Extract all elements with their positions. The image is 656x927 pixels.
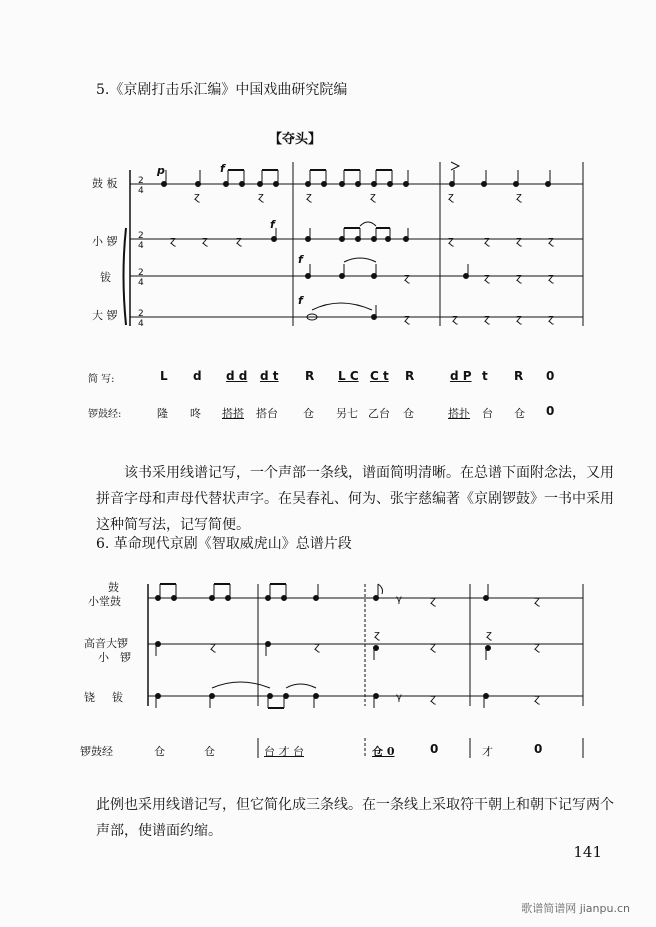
shorthand-item: R xyxy=(514,369,524,383)
watermark: 歌谱简谱网 jianpu.cn xyxy=(521,902,630,915)
svg-text:ɀ: ɀ xyxy=(314,640,320,653)
gongdrum-item: 0 xyxy=(546,404,555,418)
gongdrum-item: 仓 xyxy=(514,407,525,420)
svg-text:ɀ: ɀ xyxy=(534,594,540,607)
svg-text:ɀ: ɀ xyxy=(534,692,540,705)
svg-text:ɀ: ɀ xyxy=(258,190,264,203)
gongdrum-item: 才 xyxy=(482,745,493,758)
svg-text:ɀ: ɀ xyxy=(370,190,376,203)
svg-text:ɀ: ɀ xyxy=(170,234,176,247)
score2-staff xyxy=(0,560,656,770)
svg-text:ɀ: ɀ xyxy=(548,312,554,325)
gongdrum-item: 仓 xyxy=(403,407,414,420)
instrument-label-small-gong: 小 锣 xyxy=(98,651,131,664)
instrument-label-cymbal: 钹 xyxy=(112,691,123,704)
shorthand-item: C t xyxy=(370,369,389,383)
svg-text:ɀ: ɀ xyxy=(516,234,522,247)
instrument-label-drum: 鼓 板 xyxy=(92,177,118,190)
gongdrum-item: 仓 xyxy=(204,745,215,758)
instrument-label-small-hall-drum: 小堂鼓 xyxy=(88,595,121,608)
instrument-label-big-gong: 大 锣 xyxy=(92,309,118,322)
shorthand-label: 简 写: xyxy=(88,374,115,385)
shorthand-item: R xyxy=(405,369,415,383)
svg-text:ɀ: ɀ xyxy=(486,628,492,641)
shorthand-item: 0 xyxy=(546,369,555,383)
instrument-label-cymbal: 钹 xyxy=(100,271,111,284)
svg-text:ɀ: ɀ xyxy=(210,640,216,653)
shorthand-item: L xyxy=(160,369,168,383)
svg-text:ɀ: ɀ xyxy=(516,271,522,284)
shorthand-item: R xyxy=(305,369,315,383)
svg-text:ɀ: ɀ xyxy=(306,190,312,203)
svg-text:ɀ: ɀ xyxy=(516,190,522,203)
svg-text:ɀ: ɀ xyxy=(430,640,436,653)
gongdrum-item: 隆 xyxy=(157,407,168,420)
svg-text:f: f xyxy=(220,162,225,175)
svg-text:ɀ: ɀ xyxy=(236,234,242,247)
gongdrum-item: 咚 xyxy=(190,407,201,420)
svg-text:ɀ: ɀ xyxy=(374,628,380,641)
svg-text:4: 4 xyxy=(138,186,144,196)
svg-text:ɀ: ɀ xyxy=(452,312,458,325)
svg-text:ɀ: ɀ xyxy=(430,692,436,705)
instrument-label-nao: 铙 xyxy=(84,691,95,704)
section-heading-5: 5.《京剧打击乐汇编》中国戏曲研究院编 xyxy=(96,82,348,98)
svg-text:f: f xyxy=(298,253,303,266)
gongdrum-item: 搭台 xyxy=(256,407,278,420)
instrument-label-high-gong: 高音大锣 xyxy=(84,637,128,650)
shorthand-item: d xyxy=(193,369,202,383)
svg-text:2: 2 xyxy=(138,176,144,186)
svg-text:ɀ: ɀ xyxy=(484,312,490,325)
svg-text:ɀ: ɀ xyxy=(202,234,208,247)
svg-text:ɀ: ɀ xyxy=(548,234,554,247)
body-paragraph-1: 该书采用线谱记写，一个声部一条线，谱面简明清晰。在总谱下面附念法，又用拼音字母和声母代替状声字。在吴春礼、何为、张宇慈编著《京剧锣鼓》一书中采用这种简写法，记写简便。 xyxy=(96,465,614,533)
svg-text:γ: γ xyxy=(396,692,402,703)
svg-text:ɀ: ɀ xyxy=(548,271,554,284)
instrument-label-small-gong: 小 锣 xyxy=(92,235,118,248)
svg-text:ɀ: ɀ xyxy=(484,234,490,247)
gongdrum-item: 0 xyxy=(534,742,543,756)
page-number: 141 xyxy=(573,843,602,861)
score1-title: 【夺头】 xyxy=(269,132,322,147)
instrument-label-drum: 鼓 xyxy=(108,581,119,594)
svg-text:2: 2 xyxy=(138,268,144,278)
gongdrum-item: 台 xyxy=(482,407,493,420)
shorthand-item: L C xyxy=(338,369,359,383)
gongdrum-item: 仓 xyxy=(154,745,165,758)
gongdrum-item: 乙台 xyxy=(368,407,390,420)
gongdrum-item: 仓 0 xyxy=(372,745,395,758)
svg-text:ɀ: ɀ xyxy=(534,640,540,653)
gongdrum-label-2: 锣鼓经 xyxy=(80,745,113,758)
gongdrum-item: 仓 xyxy=(303,407,314,420)
gongdrum-item: 台 才 台 xyxy=(264,745,304,758)
svg-text:ɀ: ɀ xyxy=(404,271,410,284)
gongdrum-item: 另七 xyxy=(336,407,358,420)
gongdrum-label: 锣鼓经: xyxy=(88,409,122,420)
svg-text:ɀ: ɀ xyxy=(448,190,454,203)
svg-text:4: 4 xyxy=(138,241,144,251)
svg-text:4: 4 xyxy=(138,278,144,288)
svg-text:ɀ: ɀ xyxy=(448,234,454,247)
svg-text:ɀ: ɀ xyxy=(194,190,200,203)
shorthand-item: d t xyxy=(260,369,279,383)
svg-text:2: 2 xyxy=(138,309,144,319)
svg-text:2: 2 xyxy=(138,231,144,241)
shorthand-item: d P xyxy=(450,369,472,383)
gongdrum-item: 0 xyxy=(430,742,439,756)
score1-staff xyxy=(0,0,656,360)
svg-text:γ: γ xyxy=(396,594,402,605)
svg-text:f: f xyxy=(270,218,275,231)
svg-text:ɀ: ɀ xyxy=(516,312,522,325)
section-heading-6: 6. 革命现代京剧《智取威虎山》总谱片段 xyxy=(96,536,352,552)
shorthand-item: d d xyxy=(226,369,248,383)
body-paragraph-2: 此例也采用线谱记写，但它简化成三条线。在一条线上采取符干朝上和朝下记写两个声部，使谱面约缩。 xyxy=(96,797,614,839)
svg-text:p: p xyxy=(157,164,165,177)
svg-text:ɀ: ɀ xyxy=(430,594,436,607)
svg-text:4: 4 xyxy=(138,319,144,329)
shorthand-item: t xyxy=(482,369,488,383)
gongdrum-item: 搭扑 xyxy=(448,407,470,420)
svg-text:ɀ: ɀ xyxy=(484,271,490,284)
svg-text:ɀ: ɀ xyxy=(404,312,410,325)
svg-text:f: f xyxy=(298,294,303,307)
gongdrum-item: 搭搭 xyxy=(222,407,244,420)
